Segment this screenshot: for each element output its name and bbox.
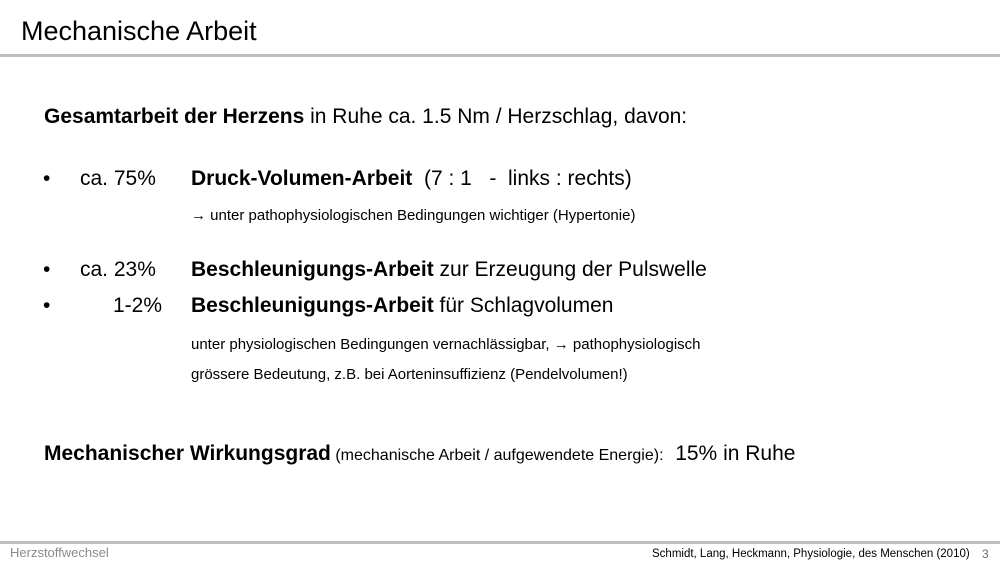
item-3-note-line-1: unter physiologischen Bedingungen vernachlässigbar, → pathophysiologisch: [191, 336, 701, 353]
item-2-term: Beschleunigungs-Arbeit: [191, 258, 434, 281]
intro-line: [44, 104, 687, 130]
footer-section-label: Herzstoffwechsel: [10, 545, 109, 560]
item-1-percent: ca. 75%: [80, 167, 156, 190]
efficiency-paren: (mechanische Arbeit / aufgewendete Energie):: [330, 447, 664, 464]
title-divider: [0, 54, 1000, 57]
item-3-note-line-2: grössere Bedeutung, z.B. bei Aorteninsuffizienz (Pendelvolumen!): [191, 366, 628, 383]
efficiency-value: 15% in Ruhe: [663, 442, 796, 465]
bullet-3: •: [43, 294, 51, 317]
footer-divider: [0, 541, 1000, 544]
item-2-text: [191, 257, 707, 283]
bullet-1: •: [43, 167, 51, 190]
bullet-2: •: [43, 258, 51, 281]
item-2-percent: ca. 23%: [80, 258, 156, 281]
item-1-detail: (7 : 1 - links : rechts): [412, 167, 632, 190]
efficiency-bold: Mechanischer Wirkungsgrad: [44, 442, 331, 465]
page-number: 3: [982, 547, 989, 561]
item-2-detail: zur Erzeugung der Pulswelle: [433, 258, 707, 281]
slide-title: Mechanische Arbeit: [21, 16, 257, 46]
item-3-term: Beschleunigungs-Arbeit: [191, 294, 434, 317]
item-1-text: [191, 166, 632, 192]
efficiency-line: [44, 441, 795, 467]
item-3-percent: 1-2%: [113, 294, 163, 317]
item-1-note: → unter pathophysiologischen Bedingungen wichtiger (Hypertonie): [191, 207, 636, 224]
item-3-detail: für Schlagvolumen: [433, 294, 614, 317]
intro-bold: Gesamtarbeit der Herzens: [44, 105, 305, 128]
intro-rest: in Ruhe ca. 1.5 Nm / Herzschlag, davon:: [304, 105, 688, 128]
footer-source: Schmidt, Lang, Heckmann, Physiologie, des Menschen (2010): [652, 548, 970, 560]
item-3-text: [191, 293, 613, 319]
item-1-term: Druck-Volumen-Arbeit: [191, 167, 413, 190]
